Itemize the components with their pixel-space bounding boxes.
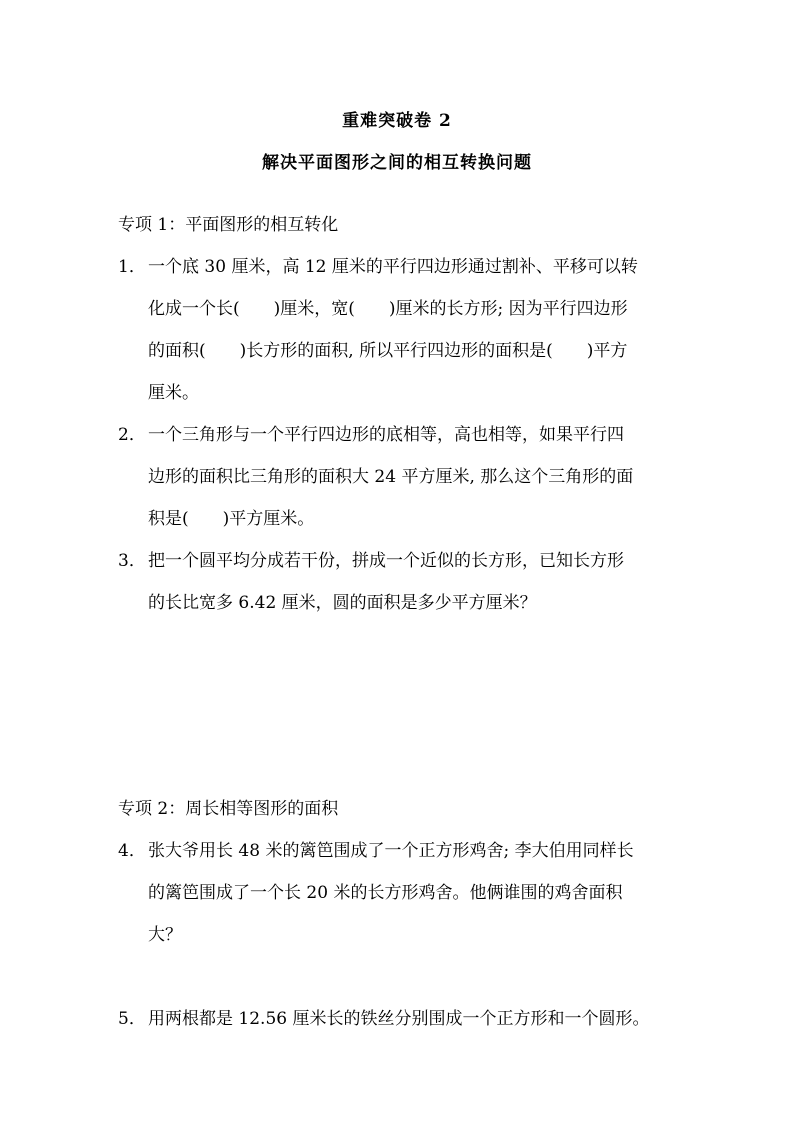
question-number: 2．: [118, 425, 146, 445]
question-text-line: 的面积( )长方形的面积, 所以平行四边形的面积是( )平方: [148, 341, 628, 361]
question-text-line: 边形的面积比三角形的面积大 24 平方厘米, 那么这个三角形的面: [148, 467, 634, 487]
section-heading-1: 专项 1：平面图形的相互转化: [118, 215, 339, 235]
question-text-line: 用两根都是 12.56 厘米长的铁丝分别围成一个正方形和一个圆形。: [148, 1009, 650, 1029]
question-text-line: 张大爷用长 48 米的篱笆围成了一个正方形鸡舍; 李大伯用同样长: [148, 841, 634, 861]
question-text-line: 一个三角形与一个平行四边形的底相等，高也相等，如果平行四: [148, 425, 624, 445]
question-text-line: 积是( )平方厘米。: [148, 509, 315, 529]
question-number: 4．: [118, 841, 146, 861]
question-text-line: 的长比宽多 6.42 厘米，圆的面积是多少平方厘米？: [148, 593, 537, 613]
question-text-line: 化成一个长( )厘米，宽( )厘米的长方形; 因为平行四边形: [148, 299, 628, 319]
question-text-line: 把一个圆平均分成若干份，拼成一个近似的长方形，已知长方形: [148, 551, 624, 571]
question-text-line: 厘米。: [148, 383, 199, 403]
question-text-line: 一个底 30 厘米，高 12 厘米的平行四边形通过割补、平移可以转: [148, 257, 638, 277]
page-subtitle: 解决平面图形之间的相互转换问题: [262, 153, 532, 173]
question-text-line: 大？: [148, 925, 182, 945]
page-title: 重难突破卷 2: [342, 111, 452, 131]
question-text-line: 的篱笆围成了一个长 20 米的长方形鸡舍。他俩谁围的鸡舍面积: [148, 883, 623, 903]
question-number: 3．: [118, 551, 146, 571]
section-heading-2: 专项 2：周长相等图形的面积: [118, 799, 339, 819]
question-number: 5．: [118, 1009, 146, 1029]
question-number: 1．: [118, 257, 146, 277]
